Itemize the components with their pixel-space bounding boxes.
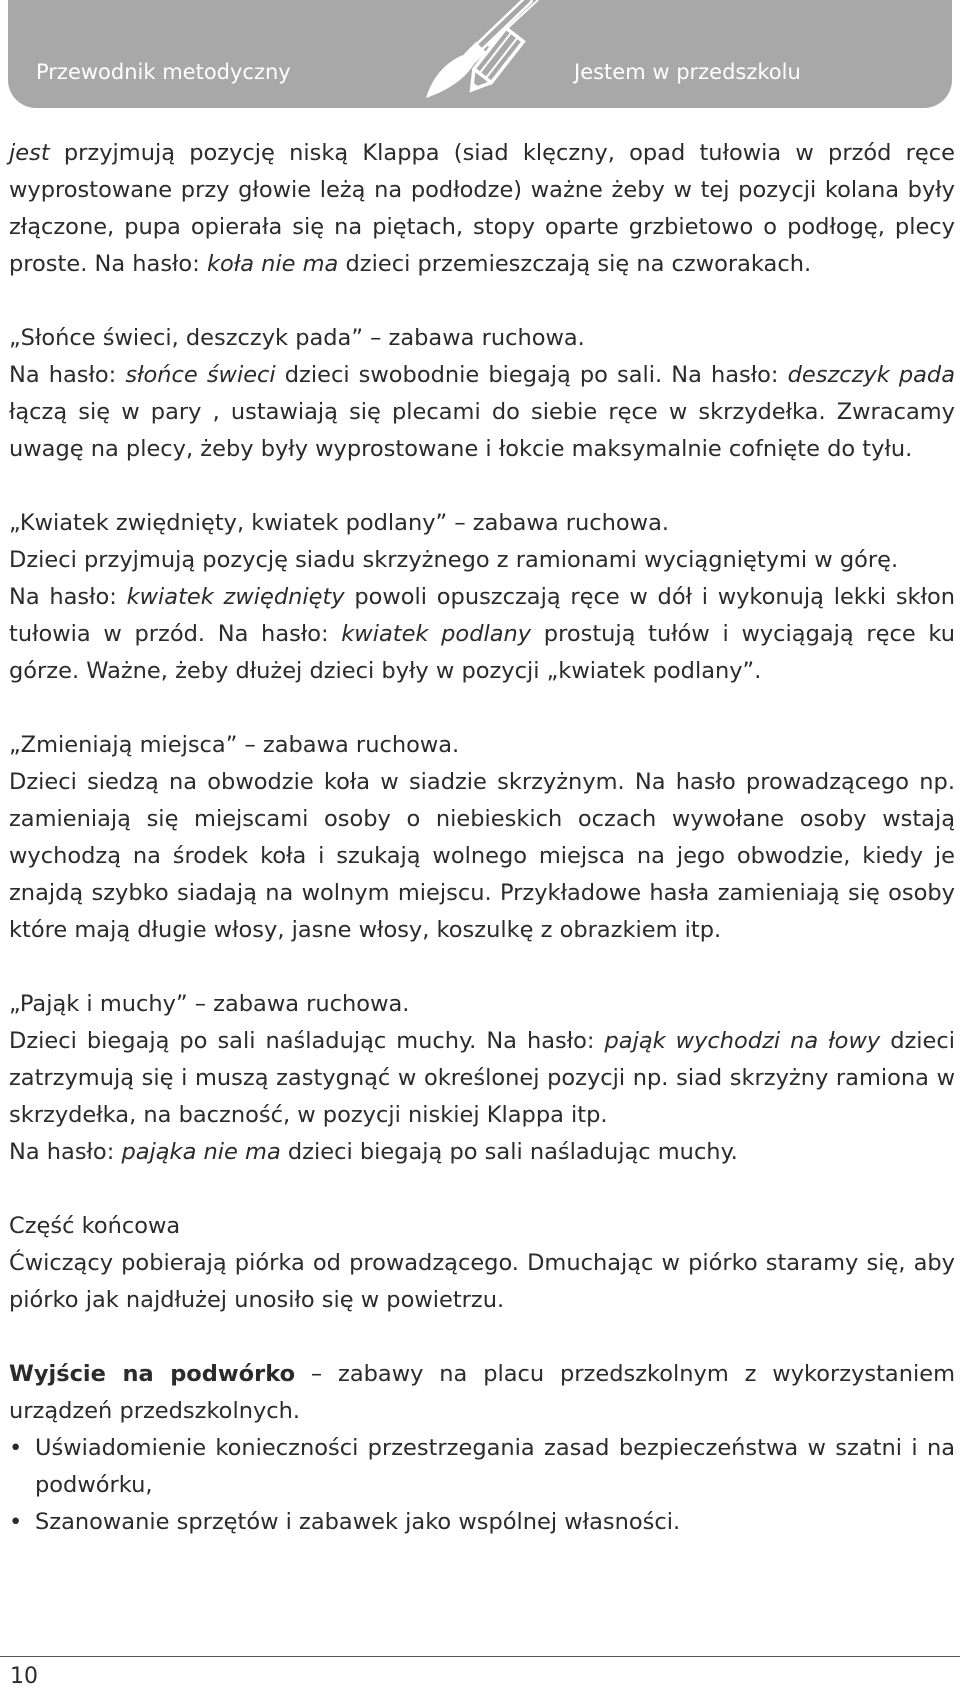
section-title-czesc-koncowa: Część końcowa (9, 1213, 181, 1239)
paragraph-kwiatek (9, 579, 955, 690)
body-text: dzieci zatrzymują się i muszą zastygnąć w określonej pozycji np. siad skrzyżny ramiona w skrzydełka, na baczność, w pozycji niskiej Klappa itp. (9, 1028, 955, 1128)
body-text: prostują tułów i wyciągają ręce ku górze. Ważne, żeby dłużej dzieci były w pozycji „kwiatek podlany”. (9, 621, 955, 684)
body-text: dzieci swobodnie biegają po sali. Na hasło: (275, 362, 788, 388)
body-text: dzieci przemieszczają się na czworakach. (338, 251, 812, 277)
italic-text: pająka nie ma (121, 1139, 281, 1165)
paragraph-pajak (9, 1023, 955, 1134)
italic-text: koła nie ma (206, 251, 339, 277)
bold-heading: Wyjście na podwórko (9, 1361, 296, 1387)
body-text: Na hasło: (9, 584, 127, 610)
paragraph-kwiatek-line1: Dzieci przyjmują pozycję siadu skrzyżnego z ramionami wyciągniętymi w górę. (9, 547, 899, 573)
page-number: 10 (10, 1664, 38, 1689)
italic-text: jest (9, 140, 50, 166)
italic-text: kwiatek podlany (341, 621, 532, 647)
paragraph-slonce (9, 357, 955, 468)
body-text: przyjmują pozycję niską Klappa (siad klęczny, opad tułowia w przód ręce wyprostowane przy głowie leżą na podłodze) ważne żeby w tej pozycji kolana były złączone, pupa opierała się na piętach, stopy oparte grzbietowo o podłogę, plecy proste. Na hasło: (9, 140, 955, 277)
body-text: – zabawy na placu przedszkolnym z wykorzystaniem urządzeń przedszkolnych. (9, 1361, 955, 1424)
paragraph-wyjscie (9, 1356, 955, 1430)
section-title-kwiatek: „Kwiatek zwiędnięty, kwiatek podlany” – zabawa ruchowa. (9, 510, 670, 536)
body-text: dzieci biegają po sali naśladując muchy. (280, 1139, 738, 1165)
body-text: Na hasło: (9, 1139, 122, 1165)
page-header (8, 0, 952, 108)
header-right-title: Jestem w przedszkolu (574, 60, 801, 84)
section-title-pajak: „Pająk i muchy” – zabawa ruchowa. (9, 991, 410, 1017)
section-title-slonce: „Słońce świeci, deszczyk pada” – zabawa ruchowa. (9, 325, 585, 351)
bullet-list (9, 1430, 955, 1541)
body-text: powoli opuszczają ręce w dół i wykonują lekki skłon tułowia w przód. Na hasło: (9, 584, 956, 647)
italic-text: deszczyk pada (787, 362, 956, 388)
italic-text: słońce świeci (125, 362, 276, 388)
list-item: • Szanowanie sprzętów i zabawek jako wspólnej własności. (9, 1504, 955, 1541)
paragraph-pajak-2 (9, 1134, 955, 1171)
body-text: łączą się w pary , ustawiają się plecami do siebie ręce w skrzydełka. Zwracamy uwagę na plecy, żeby były wyprostowane i łokcie maksymalnie cofnięte do tyłu. (9, 399, 955, 462)
body-text: Dzieci biegają po sali naśladując muchy. Na hasło: (9, 1028, 605, 1054)
italic-text: kwiatek zwiędnięty (126, 584, 345, 610)
list-item: • Uświadomienie konieczności przestrzegania zasad bezpieczeństwa w szatni i na podwórku, (9, 1430, 955, 1504)
paragraph-miejsca: Dzieci siedzą na obwodzie koła w siadzie skrzyżnym. Na hasło prowadzącego np. zamieniają się miejscami osoby o niebieskich oczach wywołane osoby wstają wychodzą na środek koła i szukają wolnego miejsca na jego obwodzie, kiedy je znajdą szybko siadają na wolnym miejscu. Przykładowe hasła zamieniają się osoby które mają długie włosy, jasne włosy, koszulkę z obrazkiem itp. (9, 769, 955, 943)
paragraph-intro (9, 135, 955, 283)
footer-divider (0, 1656, 960, 1657)
section-title-miejsca: „Zmieniają miejsca” – zabawa ruchowa. (9, 732, 460, 758)
header-left-title: Przewodnik metodyczny (36, 60, 291, 84)
paragraph-czesc-koncowa: Ćwiczący pobierają piórka od prowadzącego. Dmuchając w piórko staramy się, aby piórko jak najdłużej unosiło się w powietrzu. (9, 1250, 955, 1313)
body-text: Na hasło: (9, 362, 126, 388)
page-body (9, 135, 955, 1541)
italic-text: pająk wychodzi na łowy (604, 1028, 881, 1054)
paintbrush-pencil-icon (378, 0, 578, 108)
